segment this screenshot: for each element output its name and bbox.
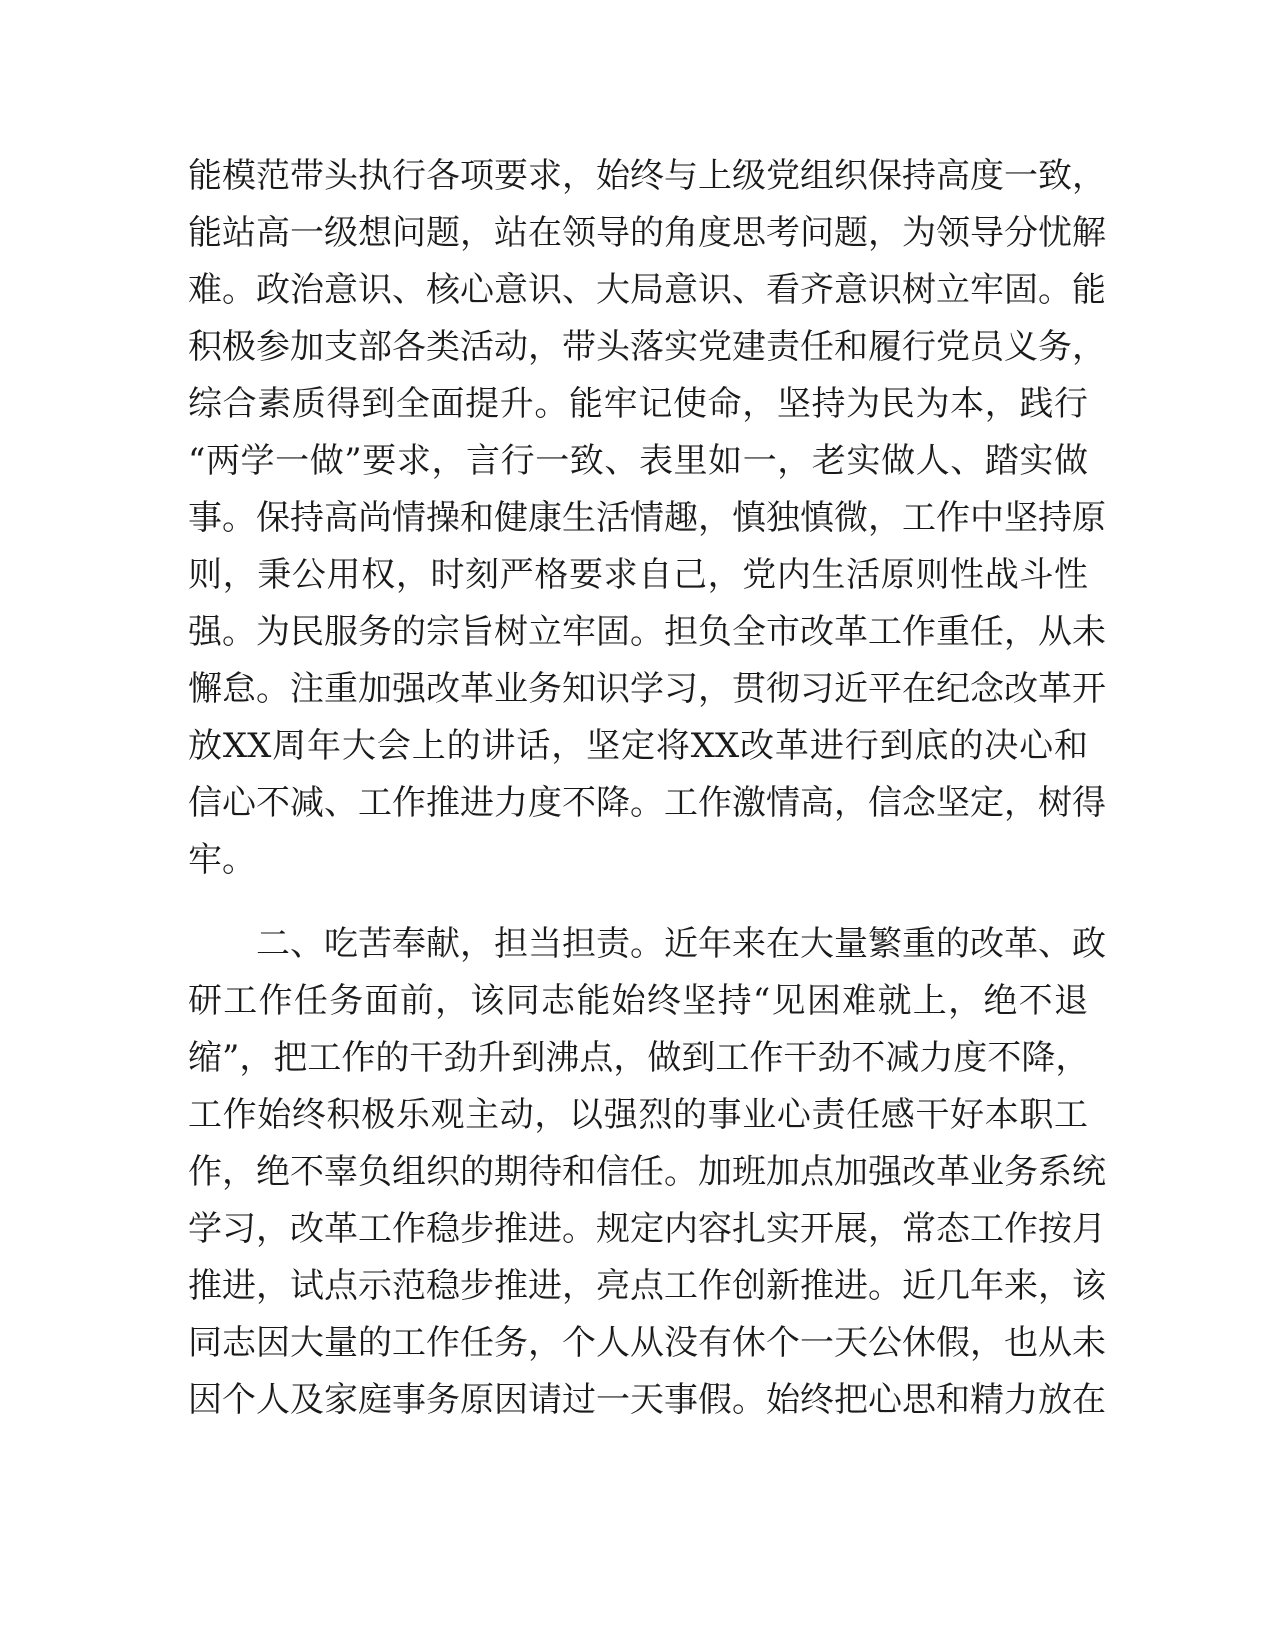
text-line: 推进，试点示范稳步推进，亮点工作创新推进。近几年来，该 (188, 1266, 1106, 1306)
text-line: 缩”，把工作的干劲升到沸点，做到工作干劲不减力度不降， (188, 1038, 1090, 1078)
text-line: 牢。 (188, 840, 256, 880)
text-line: 能站高一级想问题，站在领导的角度思考问题，为领导分忧解 (188, 213, 1106, 253)
text-line: 积极参加支部各类活动，带头落实党建责任和履行党员义务， (188, 327, 1106, 367)
paragraph-1 (188, 148, 1106, 889)
text-line: 难。政治意识、核心意识、大局意识、看齐意识树立牢固。能 (188, 270, 1106, 310)
body-text (188, 148, 1106, 1429)
text-line: 因个人及家庭事务原因请过一天事假。始终把心思和精力放在 (188, 1380, 1106, 1420)
text-line: 能模范带头执行各项要求，始终与上级党组织保持高度一致， (188, 156, 1106, 196)
text-line: 学习，改革工作稳步推进。规定内容扎实开展，常态工作按月 (188, 1209, 1106, 1249)
text-line: 作，绝不辜负组织的期待和信任。加班加点加强改革业务系统 (188, 1152, 1106, 1192)
text-line: 综合素质得到全面提升。能牢记使命，坚持为民为本，践行 (188, 384, 1088, 424)
paragraph-gap (188, 889, 1088, 916)
text-line: 二、吃苦奉献，担当担责。近年来在大量繁重的改革、政 (256, 924, 1106, 964)
text-line: 事。保持高尚情操和健康生活情趣，慎独慎微，工作中坚持原 (188, 498, 1106, 538)
text-line: 强。为民服务的宗旨树立牢固。担负全市改革工作重任，从未 (188, 612, 1106, 652)
text-line: 则，秉公用权，时刻严格要求自己，党内生活原则性战斗性 (188, 555, 1088, 595)
text-line: 放XX周年大会上的讲话，坚定将XX改革进行到底的决心和 (188, 726, 1088, 766)
paragraph-2 (188, 916, 1106, 1429)
text-line: 工作始终积极乐观主动，以强烈的事业心责任感干好本职工 (188, 1095, 1088, 1135)
text-line: 同志因大量的工作任务，个人从没有休个一天公休假，也从未 (188, 1323, 1106, 1363)
text-line: 懈怠。注重加强改革业务知识学习，贯彻习近平在纪念改革开 (188, 669, 1106, 709)
text-line: 研工作任务面前，该同志能始终坚持“见困难就上，绝不退 (188, 981, 1088, 1021)
text-line: 信心不减、工作推进力度不降。工作激情高，信念坚定，树得 (188, 783, 1106, 823)
text-line: “两学一做”要求，言行一致、表里如一，老实做人、踏实做 (188, 441, 1088, 481)
